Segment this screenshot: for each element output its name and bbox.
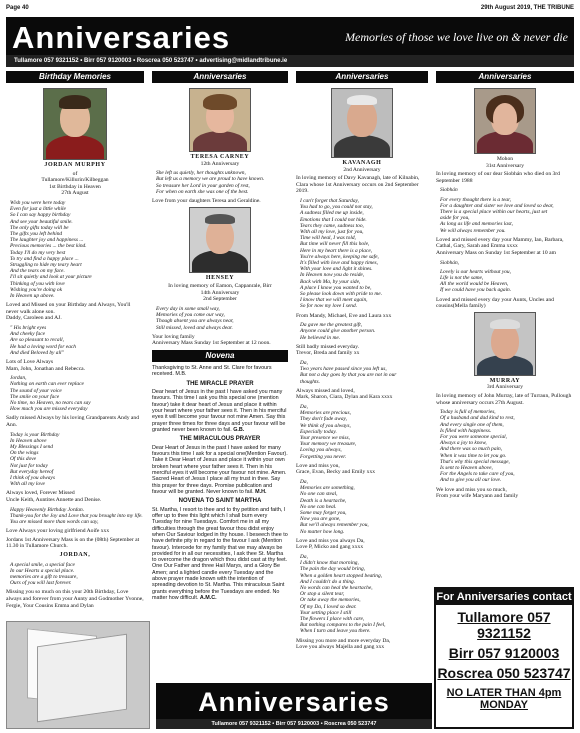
notice-text: Love and miss you always Da, Love P, Micko and gang xxxx (296, 537, 365, 551)
notice-name: MURRAY (489, 377, 521, 384)
notice-name: JORDAN MURPHY (44, 162, 106, 168)
prayer-text: Dear heart of Jesus in the past I have asked you many favours. This time I ask you this special one (mention favour) take it dear heart of Jesus and place it within your heart where your father sees it. Then in his merciful eyes it will become your favour not mine Amen. Say this prayer three times for three days and your favour will be granted never been known to fail. G.B. (152, 389, 287, 433)
notice-text: Missing you so much on this your 20th Birthday, Love always and forever from your Aunty and Godmother Yvonne, Fergie, Your Cousins Emma and Dylan (6, 589, 144, 609)
photo-kavanagh (331, 88, 393, 158)
section-head-novena: Novena (152, 350, 288, 362)
notice-subtitle: In loving memory of Eamon, Cappanrale, Birr 14th Anniversary 2nd September (168, 283, 272, 303)
advert-phone-roscrea: Roscrea 050 523747 (437, 665, 571, 681)
advert-deadline: NO LATER THAN 4pm MONDAY (446, 687, 562, 711)
footer-title: Anniversaries (198, 687, 390, 717)
notice-text: Your loving family Anniversary Mass Sunday 1st September at 12 noon. (152, 333, 271, 347)
verse: Da, Memories are something, No one can steal, Death is a heartache, No one can heal. Some may forget you, Now you are gone, But we'll always remember you, No matter how long. (300, 479, 369, 535)
notice-text: Love and miss you, Grace, Evan, Becky and Emily xxx (296, 462, 376, 476)
verse: For every thought there is a tear, For a daughter and sister we love and loved so dear, There is a special place within our hearts, just set aside for you, As long as life and memories last, We will always remember you. (440, 196, 554, 234)
notice-text: Jordans 1st Anniversary Mass is on the (08th) September at 11.30 in Tullamore Church. (6, 536, 140, 550)
notice-text: In loving memory of Davy Kavanagh, late of Kilnabin, Clara whose 1st Anniversary occurs on 2nd September 2019. (296, 175, 420, 195)
prayer-title: NOVENA TO SAINT MARTHA (178, 498, 262, 505)
verse: A special smile, a special face In our Hearts a special place. memories are a gift to treasure, Ours of you will last forever. (10, 561, 78, 587)
masthead-contact: Tullamore 057 9321152 • Birr 057 9120003 • Roscrea 050 523747 • advertising@midlandtribune.ie (6, 55, 574, 67)
masthead-title: Anniversaries (12, 20, 231, 55)
notice-text: Still badly missed everyday. Trevor, Breda and family xx (296, 343, 360, 357)
column-anniversaries-1 (152, 86, 288, 601)
verse-heading: Siobhán (440, 187, 458, 194)
photo-hensey (189, 207, 251, 273)
prayer-title: THE MIRACLE PRAYER (186, 380, 254, 387)
photo-teresa-carney (189, 88, 251, 152)
verse-heading: Siobhán, (440, 259, 460, 266)
prayer-text: Dear Heart of Jesus in the past I have asked for many favours this time I ask for a special one(Mention Favour). Take it Dear Heart of Jesus and place it within your own broken heart where your father sees it. Then in his merciful eyes it will become your favour not mine. Amen. Sacred Heart of Jesus I place all my trust in thee. Say this prayer for three days. Promise publication and favour will be granted. Never known to fail. M.H. (152, 444, 288, 495)
verse: Wish you were here today Even for just a little while So I can say happy birthday And see your beautiful smile. The only gifts today will be The gifts you left behind The laughter joy and happiness ... Precious memories ... the best kind. Today I'll do my very best To try and find a happy place ... Struggling to hide my teary heart And the tears on my face. I'll sit quietly and look at your picture Thinking of you with love Wishing you're doing ok In Heaven up above. (10, 199, 92, 300)
notice-name: TERESA CARNEY (190, 154, 250, 160)
verse: Jordan, Nothing on earth can ever replace The sound of your voice The smile on your face No time, no Heaven, no tears can say How much you are missed everyday (10, 375, 91, 413)
notice-name: Mohon (496, 156, 514, 162)
footer-contact: Tullamore 057 9321152 • Birr 057 9120003 • Roscrea 050 523747 (156, 719, 432, 729)
notice-text: From Mandy, Michael, Eve and Laura xxx (296, 312, 392, 319)
verse: Da gave me the greatest gift, Anyone could give another person. He believed in me. (300, 322, 376, 341)
notice-text: Loved and Missed on your Birthday and Always, You'll never walk alone son. Daddy, Caroleen and AJ. (6, 302, 131, 322)
photo-jordan-murphy (43, 88, 107, 160)
column-anniversaries-3 (436, 86, 574, 502)
prayer-signature: G.B. (233, 426, 245, 433)
notice-text: Loved and missed every day your Mammy, Ian, Barbara, Cathal, Gary, Sarah and Emma xxxx Anniversary Mass on Sunday 1st September at 10 am (436, 236, 564, 256)
notice-text: Thanksgiving to St. Anne and St. Clare for favours received. M.B. (152, 364, 272, 378)
prayer-signature: A.M.C. (199, 594, 217, 601)
advert-phone-tullamore: Tullamore 057 9321152 (457, 609, 551, 641)
issue-date: 29th August 2019, THE TRIBUNE (480, 5, 574, 11)
column-anniversaries-2 (296, 86, 428, 653)
notice-text: Sadly missed Always by his loving Grandparents Andy and Ann. (6, 415, 139, 429)
notice-text: In loving memory of John Murray, late of Turraun, Pullough whose anniversary occurs 27th August. (436, 392, 572, 406)
notice-text: Missing you more and more everyday Da, Love you always Majella and gang xxx (296, 637, 391, 651)
advert-title: For Anniversaries contact (436, 591, 572, 603)
column-head-anniversaries-1: Anniversaries (152, 71, 288, 83)
page-header-line (6, 5, 574, 15)
column-birthday (6, 86, 144, 611)
photo-mohon (474, 88, 536, 154)
notice-text: Love Always your loving girlfriend Aoife xxx (6, 528, 110, 535)
notice-name: JORDAN, (59, 552, 91, 559)
verse: Today is your Birthday In Heaven above My Blessings I send On the wings Of this dove Not just for today But everyday hereof I think of you always With all my love (10, 431, 60, 488)
verse: Today is full of memories, Of a husband and dad kind to rest, And every single one of them, Is filled with happiness. For you were someone special, Always a joy to know, And there was so much pain, When it was time to let you go. That's why this special message, Is sent to Heaven above, For the Angels to take care of you, And to give you all our love. (440, 409, 515, 484)
masthead-banner (6, 17, 574, 67)
contact-advert (434, 587, 574, 729)
notice-text: We love and miss you so much, From your wife Maryann and family (436, 486, 519, 500)
notice-subtitle: 12th Anniversary (200, 160, 240, 167)
footer-banner (156, 683, 432, 729)
verse: Happy Heavenly Birthday Jordan. Thank-you for the Joy and Love that you brought into my life. You are missed more than words can say, (10, 506, 143, 526)
prayer-text: St. Martha, I resort to thee and to thy petition and faith, I offer up to thee this light which I shall burn every Tuesday for nine Tuesdays. Comfort me in all my difficulties through the great favour thou didst enjoy when Our Saviour lodged in thy house. I beseech thee to have definite pity in regard to the favour I ask (Mention favour). Intercede for my family that we may always be provided for in all our necessities, I ask thee St. Martha to overcome the dragon which thou didst cast at thy feet. One Our Father and three Hail Marys, and a Glory Be Amen; and a lighted candle every Tuesday and the above prayer made known with the intention of spreading devotion to St. Martha. This miraculous Saint grants everything before the Tuesdays are ended. No matter how difficult. A.M.C. (152, 506, 288, 601)
masthead-tagline: Memories of those we love live on & never die (345, 30, 568, 44)
column-head-anniversaries-2: Anniversaries (296, 71, 428, 83)
verse: Every day in some small way, Memories of you come our way, Though absent you are always near, Still missed, loved and always dear. (156, 305, 234, 331)
verse: She left us quietly, her thoughts unknown, But left us a memory we are proud to have known. So treasure her Lord in your garden of rest, For when on earth she was one of the best. (156, 170, 265, 195)
notice-subtitle: 3rd Anniversary (486, 384, 524, 391)
advert-phone-birr: Birr 057 9120003 (448, 645, 560, 661)
verse: Da, I didn't know that morning, The pain the day would bring, When a golden heart stopped beating, And I couldn't do a thing. No words can heal the heartache, Or stop a silent tear, Or take away the memories, Of my Da, I loved so dear. Your setting place I still The flowers I place with care, But nothing compares to the pain I feel, When I turn and leave you there. (300, 554, 386, 635)
prayer-signature: M.H. (255, 488, 267, 495)
verse: Da, Two years have passed since you left us, But not a day goes by that you are not in our thoughts. (300, 360, 397, 385)
verse: Da, Memories are precious, They don't fade away, We think of you always, Especially today. Your presence we miss, Your memory we treasure, Loving you always, Forgetting you never. (300, 404, 357, 460)
photo-murray (474, 312, 536, 376)
notice-text: Always missed and loved, Mark, Sharon, Ciara, Dylan and Kara xxxx (296, 387, 393, 401)
verse: I can't forget that Saturday, You had to go, you could not stay, A sadness filled me up inside, Emotions that I could not hide. Tears they came, sadness too, With all my love, just for you, Time will heal, I was told, But time will never fill this hole, Here in my heart there is a place, You're always here, keeping me safe, It's filled with love and happy times, With your love and light it shines. In Heaven now you do reside, Back with Ma, by your side, A place I know you wanted to be, So please look down with pride to me. I know that we will meet again, So for now my love I send. (300, 197, 383, 310)
verse: Lovely is our hearts without you, Life is not the same, All the world would be Heaven, If we could have you back again. (440, 268, 512, 294)
notice-text: In loving memory of our dear Siobhán who died on 3rd September 1988 (436, 171, 560, 184)
open-book-image (6, 621, 150, 729)
prayer-title: THE MIRACULOUS PRAYER (179, 436, 261, 443)
notice-text: Loved and missed every day your Aunts, Uncles and cousins(Mella family) (436, 296, 554, 310)
column-head-birthday: Birthday Memories (6, 71, 144, 83)
notice-subtitle: 2nd Anniversary (343, 166, 381, 173)
verse: " His bright eyes And cheeky face Are so pleasant to recall, He had a loving word for each And died Beloved by all" (10, 325, 76, 356)
notice-subtitle: of Tullamore/Killurin/Kilbeggan 1st Birthday in Heaven 27th August (41, 170, 109, 197)
notice-name: HENSEY (205, 274, 235, 281)
notice-text: Love from your daughters Teresa and Geraldine. (152, 198, 261, 204)
column-head-anniversaries-3: Anniversaries (436, 71, 574, 83)
notice-text: Always loved, Forever Missed Uncle Keith, Auntites Annette and Denise. (6, 490, 102, 504)
notice-text: Lots of Love Always Mam, John, Jonathan and Rebecca. (6, 359, 86, 372)
notice-name: KAVANAGH (342, 160, 382, 166)
notice-subtitle: 31st Anniversary (485, 162, 525, 169)
page-number: Page 40 (6, 5, 29, 11)
